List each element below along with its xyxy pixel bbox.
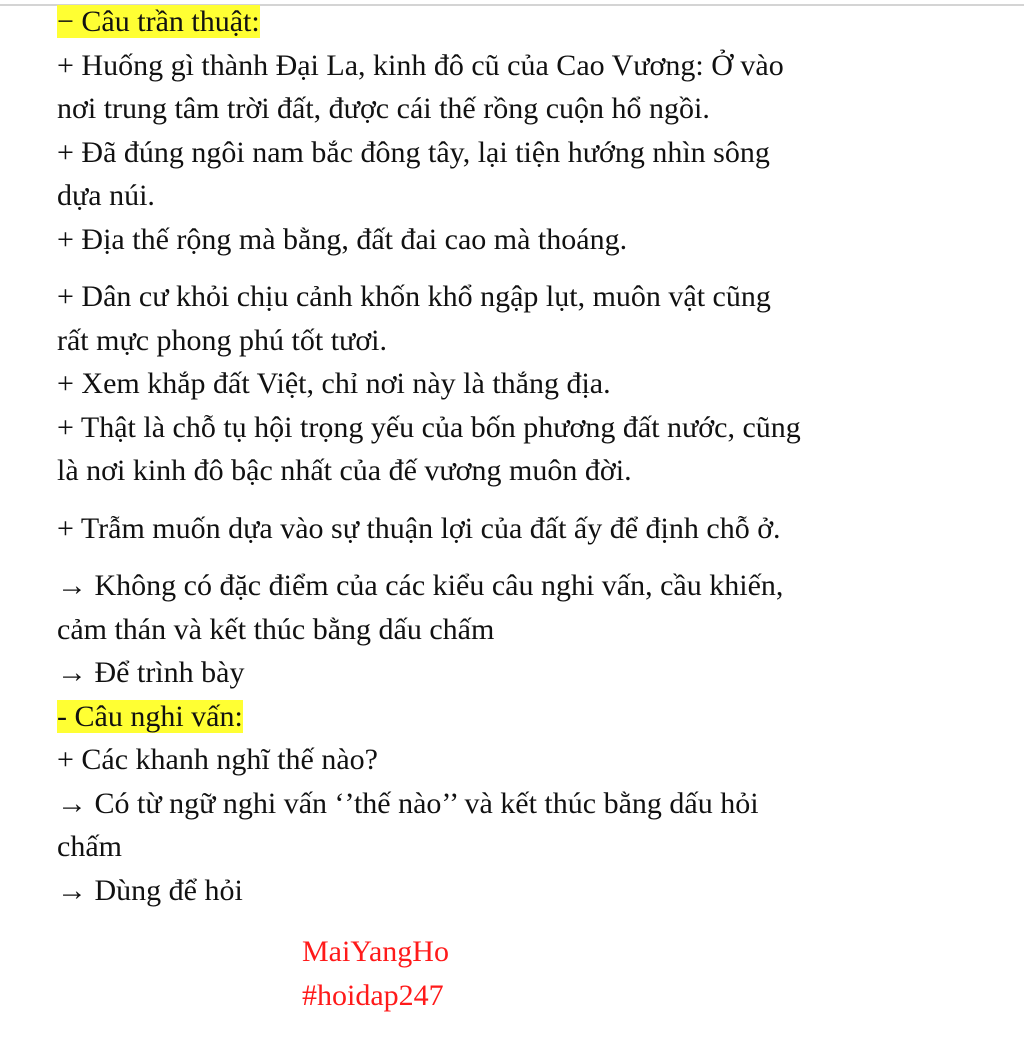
text-line: + Xem khắp đất Việt, chỉ nơi này là thắng địa. xyxy=(57,367,611,400)
text-line: + Các khanh nghĩ thế nào? xyxy=(57,743,378,776)
text-line: + Đã đúng ngôi nam bắc đông tây, lại tiện hướng nhìn sông xyxy=(57,135,770,169)
text-line: + Địa thế rộng mà bằng, đất đai cao mà thoáng. xyxy=(57,222,628,256)
text-line: → Có từ ngữ nghi vấn ‘’thế nào’’ và kết thúc bằng dấu hỏi xyxy=(57,786,759,820)
text-line: + Thật là chỗ tụ hội trọng yếu của bốn phương đất nước, cũng xyxy=(57,410,801,444)
text-line: → Dùng để hỏi xyxy=(57,873,243,907)
text-line: → Để trình bày xyxy=(57,656,245,689)
document-body xyxy=(57,0,957,912)
highlighted-heading-text: − Câu trần thuật: xyxy=(57,5,260,38)
signature-name: MaiYangHo xyxy=(302,935,449,968)
text-line: + Huống gì thành Đại La, kinh đô cũ của Cao Vương: Ở vào xyxy=(57,48,784,82)
section-heading-declarative xyxy=(57,0,957,44)
text-line: chấm xyxy=(57,830,122,863)
text-line: dựa núi. xyxy=(57,179,155,212)
section-heading-interrogative xyxy=(57,695,957,739)
text-line: + Trẫm muốn dựa vào sự thuận lợi của đất ấy để định chỗ ở. xyxy=(57,511,781,545)
text-line: + Dân cư khỏi chịu cảnh khốn khổ ngập lụt, muôn vật cũng xyxy=(57,280,771,313)
text-line: là nơi kinh đô bậc nhất của đế vương muôn đời. xyxy=(57,454,632,487)
author-signature xyxy=(302,930,449,1018)
signature-tag: #hoidap247 xyxy=(302,979,444,1012)
text-line: nơi trung tâm trời đất, được cái thế rồng cuộn hổ ngồi. xyxy=(57,92,710,125)
text-line: cảm thán và kết thúc bằng dấu chấm xyxy=(57,612,495,646)
text-line: → Không có đặc điểm của các kiểu câu nghi vấn, cầu khiến, xyxy=(57,569,784,602)
highlighted-heading-text: - Câu nghi vấn: xyxy=(57,699,243,733)
text-line: rất mực phong phú tốt tươi. xyxy=(57,323,388,357)
